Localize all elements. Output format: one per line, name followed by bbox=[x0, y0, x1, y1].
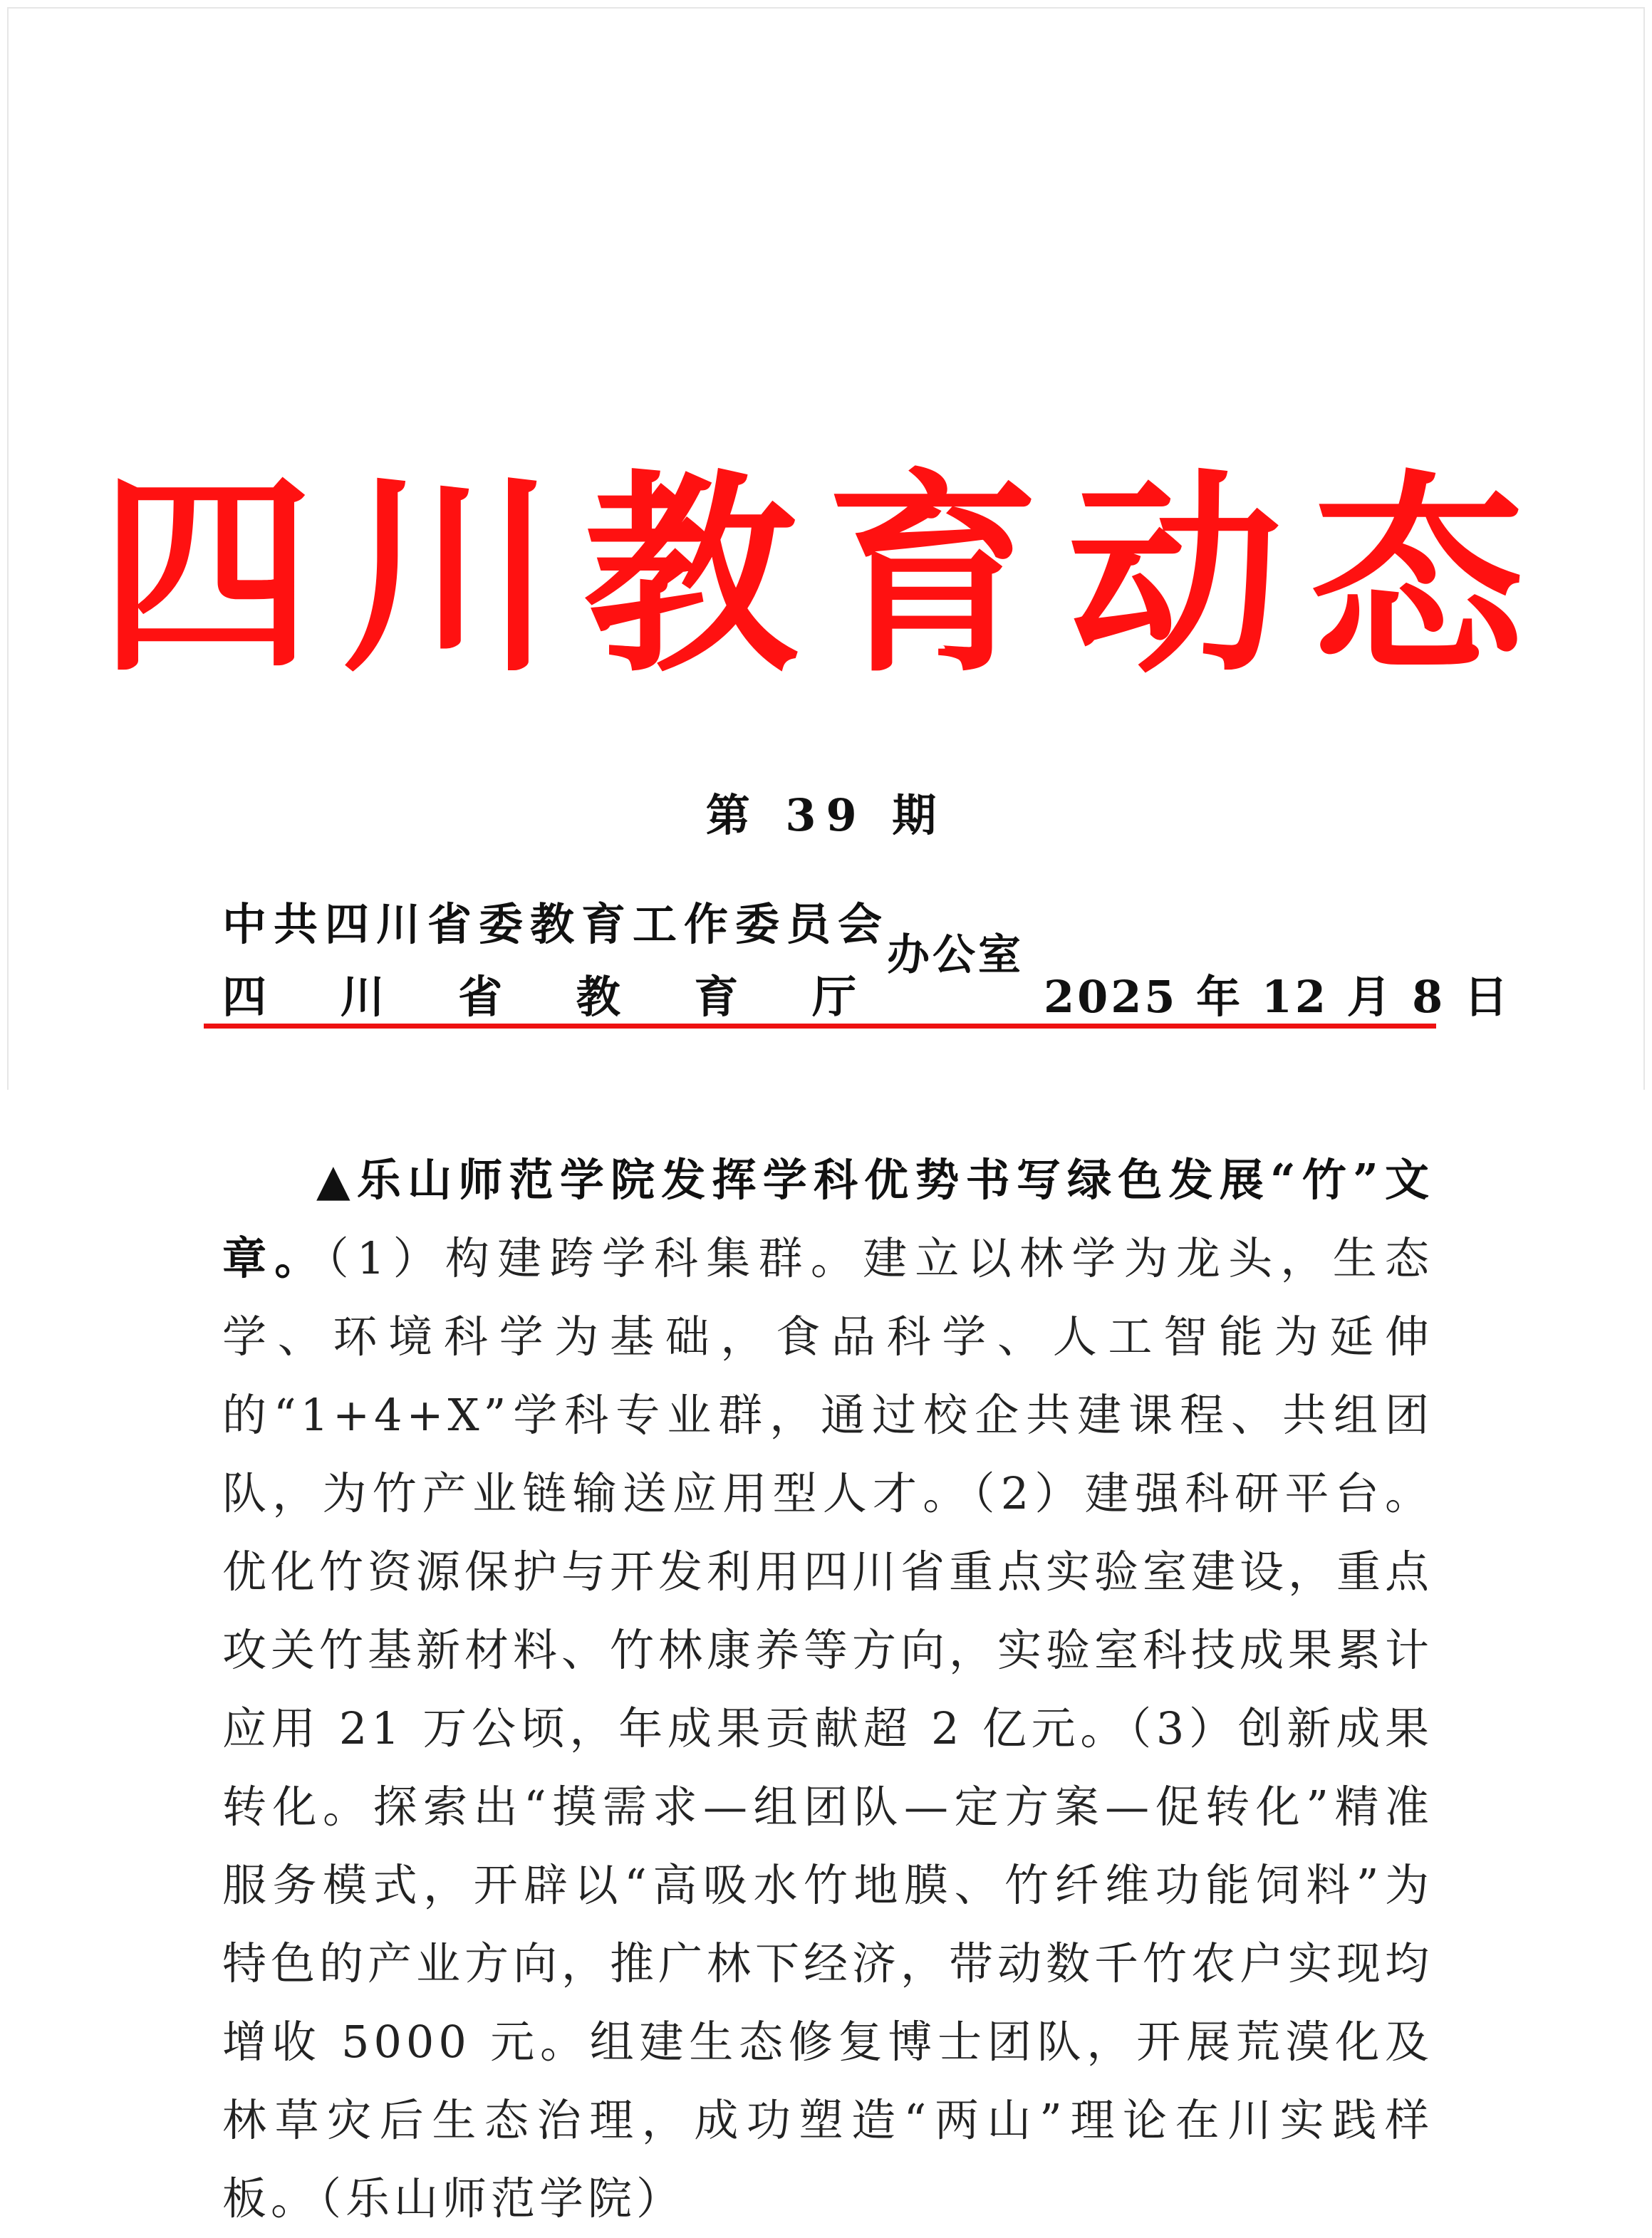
issuer-char: 省 bbox=[458, 971, 503, 1023]
article-body: （1）构建跨学科集群。建立以林学为龙头，生态学、环境科学为基础，食品科学、人工智能为延伸的“1+4+X”学科专业群，通过校企共建课程、共组团队，为竹产业链输送应用型人才。（2）建强科研平台。优化竹资源保护与开发利用四川省重点实验室建设，重点攻关竹基新材料、竹林康养等方向，实验室科技成果累计应用 21 万公顷，年成果贡献超 2 亿元。（3）创新成果转化。探索出“摸需求—组团队—定方案—促转化”精准服务模式，开辟以“高吸水竹地膜、竹纤维功能饲料”为特色的产业方向，推广林下经济，带动数千竹农户实现均增收 5000 元。组建生态修复博士团队，开展荒漠化及林草灾后生态治理，成功塑造“两山”理论在川实践样板。（乐山师范学院） bbox=[222, 1232, 1434, 2224]
issuer-char: 教 bbox=[576, 971, 620, 1023]
article-lead: ▲乐山师范学院发挥学科优势书写绿色发展“竹”文章。 bbox=[222, 1154, 1433, 1284]
issuer-committee: 中共四川省委教育工作委员会 bbox=[222, 898, 890, 950]
issue-date: 2025 年 12 月 8 日 bbox=[1044, 971, 1511, 1023]
issuer-char: 四 bbox=[222, 971, 267, 1023]
issuer-char: 厅 bbox=[811, 971, 856, 1023]
red-divider-rule bbox=[204, 1024, 1436, 1029]
article-paragraph bbox=[222, 1141, 1433, 2238]
issuer-department bbox=[222, 962, 856, 1025]
issue-number: 第 39 期 bbox=[705, 789, 947, 841]
issuer-office: 办公室 bbox=[887, 930, 1024, 980]
issuer-char: 川 bbox=[340, 971, 385, 1023]
issuer-char: 育 bbox=[694, 971, 739, 1023]
masthead-title: 四川教育动态 bbox=[99, 452, 1553, 701]
